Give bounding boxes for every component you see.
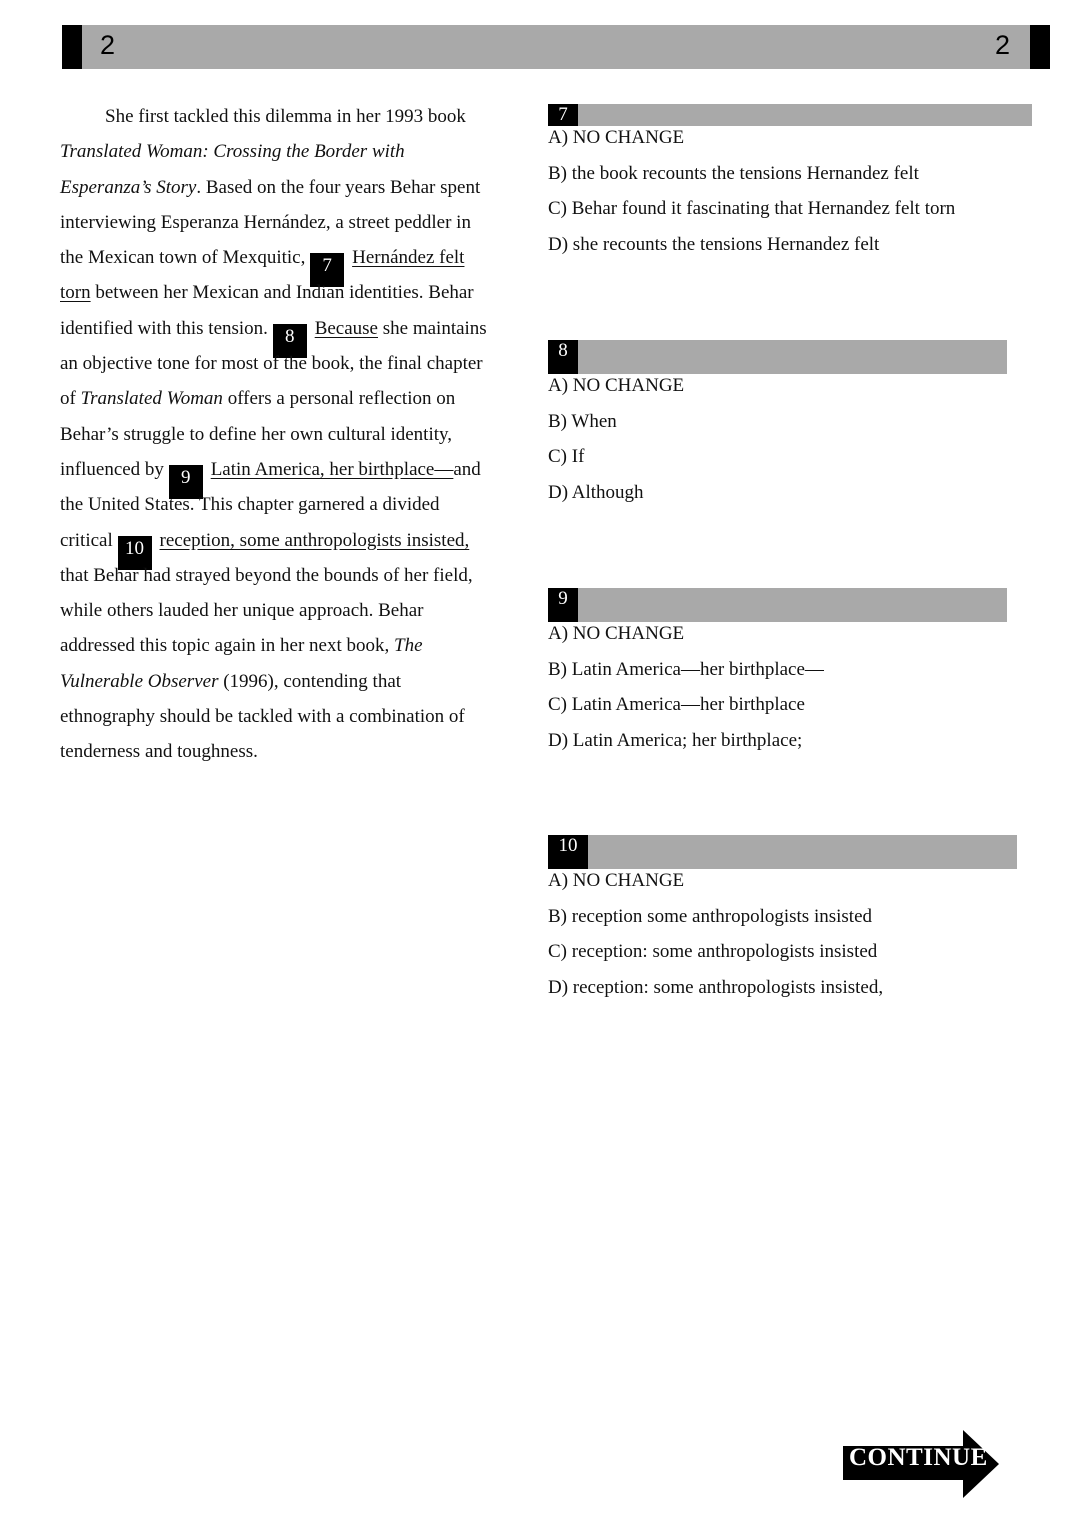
passage-text: that Behar had strayed beyond the bounds of her field, bbox=[60, 564, 473, 586]
passage-line bbox=[60, 311, 520, 346]
answer-option[interactable]: C) reception: some anthropologists insisted bbox=[548, 941, 878, 962]
answer-option[interactable]: B) When bbox=[548, 410, 617, 432]
answer-option[interactable]: A) NO CHANGE bbox=[548, 623, 685, 644]
answer-option[interactable]: A) NO CHANGE bbox=[548, 375, 685, 396]
question-number: 8 bbox=[548, 340, 578, 374]
passage-text: between her Mexican and Indian identities. Behar bbox=[90, 282, 474, 304]
answer-option[interactable]: D) Latin America; her birthplace; bbox=[548, 729, 803, 751]
italic-text: The bbox=[394, 635, 423, 657]
passage-text: influenced by bbox=[60, 458, 169, 480]
question-7 bbox=[548, 104, 1032, 255]
section-number-right: 2 bbox=[994, 30, 1010, 60]
passage-line bbox=[60, 664, 520, 699]
question-number: 9 bbox=[548, 588, 578, 622]
passage-text: she maintains bbox=[378, 317, 487, 339]
answer-option[interactable]: B) Latin America—her birthplace— bbox=[548, 658, 824, 680]
passage-line bbox=[60, 452, 520, 487]
question-number: 7 bbox=[548, 104, 578, 126]
question-number-marker[interactable]: 10 bbox=[118, 536, 152, 570]
underlined-text: Hernández felt bbox=[352, 247, 465, 269]
passage-text: critical bbox=[60, 529, 118, 551]
answer-option[interactable]: A) NO CHANGE bbox=[548, 127, 685, 148]
passage-text: addressed this topic again in her next book, bbox=[60, 635, 395, 657]
question-number: 10 bbox=[548, 835, 588, 869]
passage-line bbox=[60, 417, 520, 452]
passage-text: the United States. This chapter garnered a divided bbox=[60, 494, 440, 516]
passage-text: . Based on the four years Behar spent bbox=[196, 176, 481, 198]
question-number-marker[interactable]: 8 bbox=[273, 324, 307, 358]
continue-arrow bbox=[843, 1430, 999, 1498]
answer-option[interactable]: A) NO CHANGE bbox=[548, 870, 685, 891]
passage-text: identified with this tension. bbox=[60, 317, 273, 339]
passage-line bbox=[60, 134, 520, 169]
passage-line bbox=[60, 381, 520, 416]
passage-line bbox=[60, 205, 520, 240]
question-number-marker[interactable]: 7 bbox=[310, 253, 344, 287]
italic-text: Vulnerable Observer bbox=[60, 670, 219, 692]
passage-line bbox=[60, 275, 520, 310]
section-number-left: 2 bbox=[100, 30, 116, 60]
answer-option[interactable]: B) the book recounts the tensions Hernandez felt bbox=[548, 162, 919, 184]
passage-text: (1996), contending that bbox=[218, 670, 402, 692]
continue-label: CONTINUE bbox=[849, 1444, 988, 1471]
answer-option[interactable]: D) Although bbox=[548, 481, 644, 503]
passage-line bbox=[60, 699, 520, 734]
passage-text: and bbox=[453, 458, 481, 480]
header-block-left bbox=[62, 25, 82, 69]
question-bar bbox=[548, 104, 1032, 126]
question-number-marker[interactable]: 9 bbox=[169, 465, 203, 499]
passage-line bbox=[60, 628, 520, 663]
italic-text: Esperanza’s Story bbox=[60, 176, 197, 198]
passage-line bbox=[60, 523, 520, 558]
passage-text: the Mexican town of Mexquitic, bbox=[60, 247, 311, 269]
passage-text: ethnography should be tackled with a combination of bbox=[60, 706, 465, 728]
passage-line bbox=[60, 240, 520, 275]
passage-line bbox=[60, 170, 520, 205]
answer-option[interactable]: C) Latin America—her birthplace bbox=[548, 694, 805, 715]
italic-text: Translated Woman: Crossing the Border with bbox=[60, 141, 405, 163]
question-bar bbox=[548, 340, 1007, 374]
passage-line bbox=[60, 593, 520, 628]
question-8 bbox=[548, 340, 1007, 503]
question-bar bbox=[548, 588, 1007, 622]
answer-option[interactable]: D) reception: some anthropologists insisted, bbox=[548, 976, 884, 998]
passage bbox=[60, 99, 520, 770]
question-bar bbox=[548, 835, 1017, 869]
underlined-text: Latin America, her birthplace— bbox=[210, 458, 454, 480]
header-block-right bbox=[1030, 25, 1050, 69]
answer-option[interactable]: D) she recounts the tensions Hernandez felt bbox=[548, 233, 880, 255]
passage-line bbox=[60, 99, 520, 134]
passage-text: interviewing Esperanza Hernández, a street peddler in bbox=[60, 211, 471, 233]
passage-text: Behar’s struggle to define her own cultural identity, bbox=[60, 423, 453, 445]
passage-text: tenderness and toughness. bbox=[60, 741, 258, 763]
italic-text: Translated Woman bbox=[80, 388, 223, 410]
section-header bbox=[62, 25, 1050, 69]
passage-text: offers a personal reflection on bbox=[222, 388, 456, 410]
passage-line bbox=[60, 734, 520, 769]
underlined-text: Because bbox=[314, 317, 378, 339]
passage-text: She first tackled this dilemma in her 1993 book bbox=[105, 106, 466, 127]
answer-option[interactable]: B) reception some anthropologists insisted bbox=[548, 905, 873, 927]
passage-text: of bbox=[60, 388, 81, 410]
passage-line bbox=[60, 558, 520, 593]
answer-option[interactable]: C) If bbox=[548, 446, 585, 467]
passage-line bbox=[60, 487, 520, 522]
question-10 bbox=[548, 835, 1017, 998]
passage-text: an objective tone for most of the book, the final chapter bbox=[60, 353, 483, 375]
underlined-text: reception, some anthropologists insisted, bbox=[159, 529, 470, 551]
passage-text: while others lauded her unique approach. Behar bbox=[60, 600, 424, 622]
passage-line bbox=[60, 346, 520, 381]
question-9 bbox=[548, 588, 1007, 751]
underlined-text: torn bbox=[60, 282, 91, 304]
answer-option[interactable]: C) Behar found it fascinating that Hernandez felt torn bbox=[548, 198, 956, 219]
